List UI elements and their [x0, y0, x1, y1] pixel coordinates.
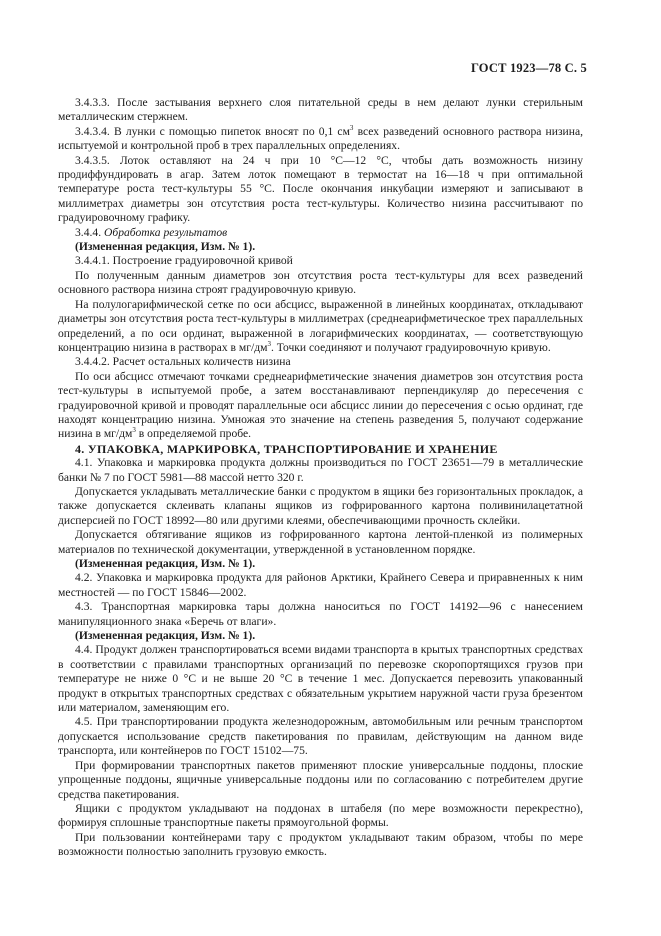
paragraph: Допускается укладывать металлические банки с продуктом в ящики без горизонтальных прокладок, а также допускается склеивать клапаны ящиков из гофрированного картона поливинилацетатной дисперсией по ГОСТ 18992—80 или другими клеями, обеспечивающими прочность склейки. [58, 484, 583, 527]
paragraph: Ящики с продуктом укладывают на поддонах в штабеля (по мере возможности перекрестно), формируя сплошные транспортные пакеты прямоугольной формы. [58, 801, 583, 830]
subsection-heading: 3.4.4. Обработка результатов [75, 225, 228, 239]
superscript: 3 [267, 340, 271, 349]
paragraph: При формировании транспортных пакетов применяют плоские универсальные поддоны, плоские упрощенные поддоны, ящичные универсальные поддоны или по согласованию с потребителем другие средства пакетирования. [58, 758, 583, 801]
superscript: 3 [132, 426, 136, 435]
paragraph: 3.4.4.2. Расчет остальных количеств низина [75, 355, 291, 369]
paragraph: 3.4.3.4. В лунки с помощью пипеток вносят по 0,1 $см^3$ всех разведений основного раствора низина, испытуемой и контрольной проб в трех параллельных определениях. [58, 123, 583, 153]
paragraph: На полулогарифмической сетке по оси абсцисс, выраженной в линейных координатах, откладывают диаметры зон отсутствия роста тест-культуры в миллиметрах (среднеарифметическое трех параллельных определений, а по оси ординат, выраженной в логарифмических координатах, — соответствующую концентрацию низина в растворах в $мг/дм^3$. Точки соединяют и получают градуировочную кривую. [58, 297, 583, 354]
paragraph: 3.4.4.1. Построение градуировочной кривой [75, 254, 293, 268]
paragraph: 4.2. Упаковка и маркировка продукта для районов Арктики, Крайнего Севера и приравненных к ним местностей — по ГОСТ 15846—2002. [58, 571, 583, 599]
paragraph: 4.5. При транспортировании продукта железнодорожным, автомобильным или речным транспортом допускается использование средств пакетирования по правилам, действующим на данном виде транспорта, или контейнеров по ГОСТ 15102—75. [58, 715, 583, 758]
amendment-note: (Измененная редакция, Изм. № 1). [75, 557, 256, 570]
section-title: 4. УПАКОВКА, МАРКИРОВКА, ТРАНСПОРТИРОВАНИЕ И ХРАНЕНИЕ [75, 441, 498, 456]
paragraph: При пользовании контейнерами тару с продуктом укладывают таким образом, чтобы по мере возможности полностью заполнить грузовую емкость. [58, 830, 583, 859]
paragraph: 3.4.3.5. Лоток оставляют на 24 ч при 10 °С—12 °С, чтобы дать возможность низину продиффундировать в агар. Затем лоток помещают в термостат на 16—18 ч при оптимальной температуре роста тест-культуры 55 °С. После окончания инкубации измеряют и записывают в миллиметрах диаметры зон отсутствия роста тест-культуры. Количество низина рассчитывают по градуировочному графику. [58, 153, 583, 225]
paragraph: 3.4.3.3. После застывания верхнего слоя питательной среды в нем делают лунки стерильным металлическим стержнем. [58, 96, 583, 124]
paragraph: По полученным данным диаметров зон отсутствия роста тест-культуры для всех разведений основного раствора низина строят градуировочную кривую. [58, 268, 583, 297]
paragraph: 4.3. Транспортная маркировка тары должна наноситься по ГОСТ 14192—96 с нанесением манипуляционного знака «Беречь от влаги». [58, 600, 583, 628]
amendment-note: (Измененная редакция, Изм. № 1). [75, 629, 256, 643]
paragraph: 4.1. Упаковка и маркировка продукта должны производиться по ГОСТ 23651—79 в металлические банки № 7 по ГОСТ 5981—88 массой нетто 320 г. [58, 456, 583, 484]
paragraph: По оси абсцисс отмечают точками среднеарифметические значения диаметров зон отсутствия роста тест-культуры в испытуемой пробе, а затем восстанавливают перпендикуляр до пересечения с градуировочной кривой и проводят параллельные оси абсцисс линии до пересечения с осью ординат, где находят концентрацию низина. Умножая это значение на степень разведения 5, получают содержание низина в $мг/дм^3$ в определяемой пробе. [58, 369, 583, 441]
amendment-note: (Измененная редакция, Изм. № 1). [75, 240, 256, 254]
paragraph: Допускается обтягивание ящиков из гофрированного картона лентой-пленкой из полимерных материалов по технической документации, утвержденной в установленном порядке. [58, 528, 583, 556]
superscript: 3 [349, 123, 354, 132]
document-body [58, 96, 583, 860]
page-header: ГОСТ 1923—78 С. 5 [470, 61, 587, 75]
paragraph: 4.4. Продукт должен транспортироваться всеми видами транспорта в крытых транспортных средствах в соответствии с правилами транспортных организаций по перевозке скоропортящихся грузов при температуре не ниже 0 °С и не выше 20 °С в течение 1 мес. Допускается перевозить упакованный продукт в открытых транспортных средствах с обязательным укрытием наружной части груза брезентом или материалом, заменяющим его. [58, 643, 583, 715]
